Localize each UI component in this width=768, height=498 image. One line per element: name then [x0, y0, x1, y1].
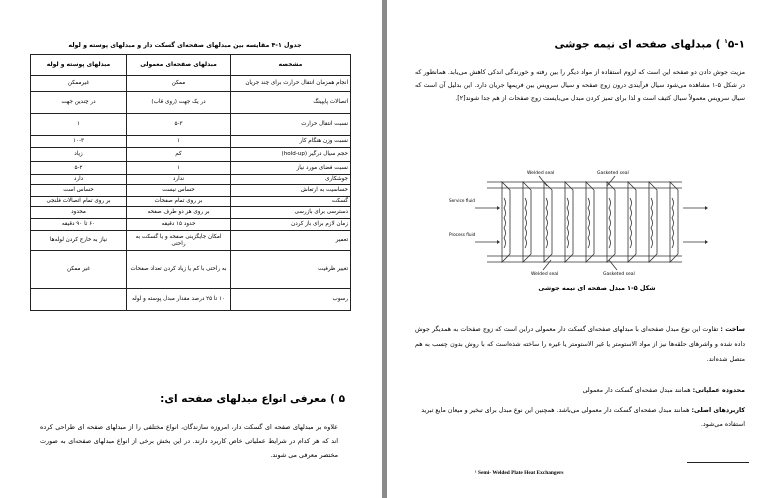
table-row [31, 231, 351, 251]
feature-cell: زمان لازم برای باز کردن [231, 219, 351, 231]
value-cell: بر روی هر دو طرف صفحه [127, 207, 231, 219]
value-cell: ۱۰ تا ۲۵ درصد مقدار مبدل پوسته و لوله [127, 289, 231, 311]
structure-text: تفاوت این نوع مبدل صفحه‌ای با مبدلهای صفحه‌ای گسکت دار معمولی دراین است که زوج صفحات به همدیگر جوش داده شده و واشرهای حلقه‌ها نیز از مواد الاستومتر یا غیر الاستومتر یا غیره را ساخته شده‌است که با روش بدون چسب به هم متصل شده‌اند. [415, 326, 745, 363]
comparison-table [30, 54, 351, 311]
value-cell: کم [127, 148, 231, 162]
right-page [387, 0, 768, 498]
plate [523, 182, 531, 262]
applications-label: کاربردهای اصلی: [691, 407, 745, 414]
table-row [31, 175, 351, 185]
value-cell: بر روی تمام صفحات [127, 197, 231, 207]
footnote: ¹ Semi- Welded Plate Heat Exchangers [475, 470, 564, 476]
value-cell: ۱ [127, 136, 231, 148]
feature-cell: نسبت وزن هنگام کار [231, 136, 351, 148]
value-cell: غیرممکن [31, 76, 127, 92]
section-body: علاوه بر مبدلهای صفحه ای گسکت دار، امروزه سازندگان، انواع مختلفی را از مبدلهای صفحه ای طراحی کرده اند که هر کدام در شرایط عملیاتی خاص کاربرد دارند. در این بخش برخی از انواع مبدلهای صفحه‌ای به صورت مختصر معرفی می شوند. [40, 423, 338, 459]
table-row [31, 185, 351, 197]
table-header: مبدلهای پوسته و لوله [31, 55, 127, 76]
feature-cell: حساسیت به ارتعاش [231, 185, 351, 197]
feature-cell: حجم سیال درگیر (hold-up) [231, 148, 351, 162]
value-cell: حدود ۱۵ دقیقه [127, 219, 231, 231]
table-row [31, 289, 351, 311]
value-cell: امکان جایگزینی صفحه و یا گسکت به راحتی [127, 231, 231, 251]
semi-welded-exchanger-figure [447, 168, 719, 276]
table-header: مبدلهای صفحه‌ای معمولی [127, 55, 231, 76]
feature-cell: رسوب [231, 289, 351, 311]
value-cell: ۵-۳ [127, 114, 231, 136]
feature-cell: دسترسی برای بازرسی [231, 207, 351, 219]
limits-label: محدوده عملیاتی: [692, 387, 745, 394]
plate-corrugation [546, 198, 548, 248]
plate-corrugation [504, 198, 506, 248]
plate-corrugation [609, 198, 611, 248]
structure-paragraph [415, 322, 745, 367]
table-header-row [31, 55, 351, 76]
label-service-fluid: Service fluid [449, 198, 475, 203]
footnote-marker: ۱ [724, 38, 728, 45]
table-row [31, 197, 351, 207]
feature-cell: گسکت [231, 197, 351, 207]
value-cell [31, 289, 127, 311]
value-cell: حساس است [31, 185, 127, 197]
plate [628, 182, 636, 262]
feature-cell: نسبت فضای مورد نیاز [231, 162, 351, 175]
value-cell: به راحتی با کم یا زیاد کردن تعداد صفحات [127, 251, 231, 289]
table-row [31, 76, 351, 92]
intro-paragraph: مزیت جوش دادن دو صفحه این است که لزوم استفاده از مواد دیگر را بین رفته و خورندگی اندکی کاهش می‌یابد. همانطور که در شکل ۵-۱ مشاهده می‌شود سیال فرآیندی درون زوج صفحه و سیال سرویس بین فریمها جریان دارد. این بدلیل آن است که سیال سرویس معمولاً سیال کثیف است و لذا برای تمیز کردن مبدل می‌بایست زوج صفحات از هم جدا شوند[۲]. [415, 69, 745, 102]
feature-cell: نسبت انتقال حرارت [231, 114, 351, 136]
feature-cell: تعمیر [231, 231, 351, 251]
plate [544, 182, 552, 262]
plate [586, 182, 594, 262]
value-cell: در یک جهت (روی قاب) [127, 92, 231, 114]
table-row [31, 251, 351, 289]
plate [649, 182, 657, 262]
left-page [0, 0, 382, 498]
table-header: مشخصه [231, 55, 351, 76]
table-row [31, 92, 351, 114]
table-row [31, 162, 351, 175]
value-cell: غیر ممکن [31, 251, 127, 289]
value-cell: دارد [31, 175, 127, 185]
feature-cell: اتصالات پایپینگ [231, 92, 351, 114]
plate-corrugation [651, 198, 653, 248]
value-cell: ۱ [31, 114, 127, 136]
value-cell: ۱۰-۳ [31, 136, 127, 148]
plate [502, 182, 510, 262]
table-row [31, 114, 351, 136]
plate-corrugation [525, 198, 527, 248]
plate [607, 182, 615, 262]
value-cell: ۵-۲ [31, 162, 127, 175]
table-caption: جدول ۱-۴ مقایسه بین مبدلهای صفحه‌ای گسکت دار و مبدلهای پوسته و لوله [68, 42, 302, 49]
value-cell: محدود [31, 207, 127, 219]
label-gasketed-seal: Gasketed seal [603, 272, 635, 276]
table-row [31, 136, 351, 148]
label-welded-seal: Welded seal [527, 171, 555, 176]
plate [565, 182, 573, 262]
value-cell: ممکن [127, 76, 231, 92]
applications-paragraph [415, 404, 745, 432]
applications-text: همانند مبدل صفحه‌ای گسکت دار معمولی می‌باشد. همچنین این نوع مبدل برای تبخیر و میعان مایع تبرید استفاده می‌شود. [421, 407, 745, 428]
table-row [31, 219, 351, 231]
feature-cell: انجام همزمان انتقال حرارت برای چند جریان [231, 76, 351, 92]
section-title: ۵ ) معرفی انواع مبدلهای صفحه ای: [160, 393, 345, 405]
table-row [31, 207, 351, 219]
label-gasketed-seal: Gasketed seal [597, 171, 629, 176]
value-cell: زیاد [31, 148, 127, 162]
section-title-text: ۵-۱ ) مبدلهای صفحه ای نیمه جوشی [554, 38, 745, 51]
value-cell: بر روی تمام اتصالات فلنجی [31, 197, 127, 207]
figure-caption: شکل ۵-۱ مبدل صفحه ای نیمه جوشی [538, 284, 656, 292]
plate-corrugation [567, 198, 569, 248]
value-cell: ۶۰ تا ۹۰ دقیقه [31, 219, 127, 231]
feature-cell: تغییر ظرفیت [231, 251, 351, 289]
limits-text: همانند مبدل صفحه‌ای گسکت دار معمولی [582, 387, 691, 394]
feature-cell: جوشکاری [231, 175, 351, 185]
table-row [31, 148, 351, 162]
value-cell: نیاز به خارج کردن لوله‌ها [31, 231, 127, 251]
plate [670, 182, 678, 262]
value-cell: حساس نیست [127, 185, 231, 197]
plate-corrugation [588, 198, 590, 248]
footnote-divider [687, 462, 749, 463]
label-welded-seal: Welded seal [531, 272, 559, 276]
plate-corrugation [672, 198, 674, 248]
value-cell: در چندین جهت [31, 92, 127, 114]
section-title [507, 38, 745, 51]
value-cell: ۱ [127, 162, 231, 175]
operating-limits-paragraph [415, 384, 745, 398]
label-process-fluid: Process fluid [449, 232, 476, 237]
value-cell: ندارد [127, 175, 231, 185]
structure-label: ساخت : [720, 326, 745, 333]
plate-corrugation [630, 198, 632, 248]
